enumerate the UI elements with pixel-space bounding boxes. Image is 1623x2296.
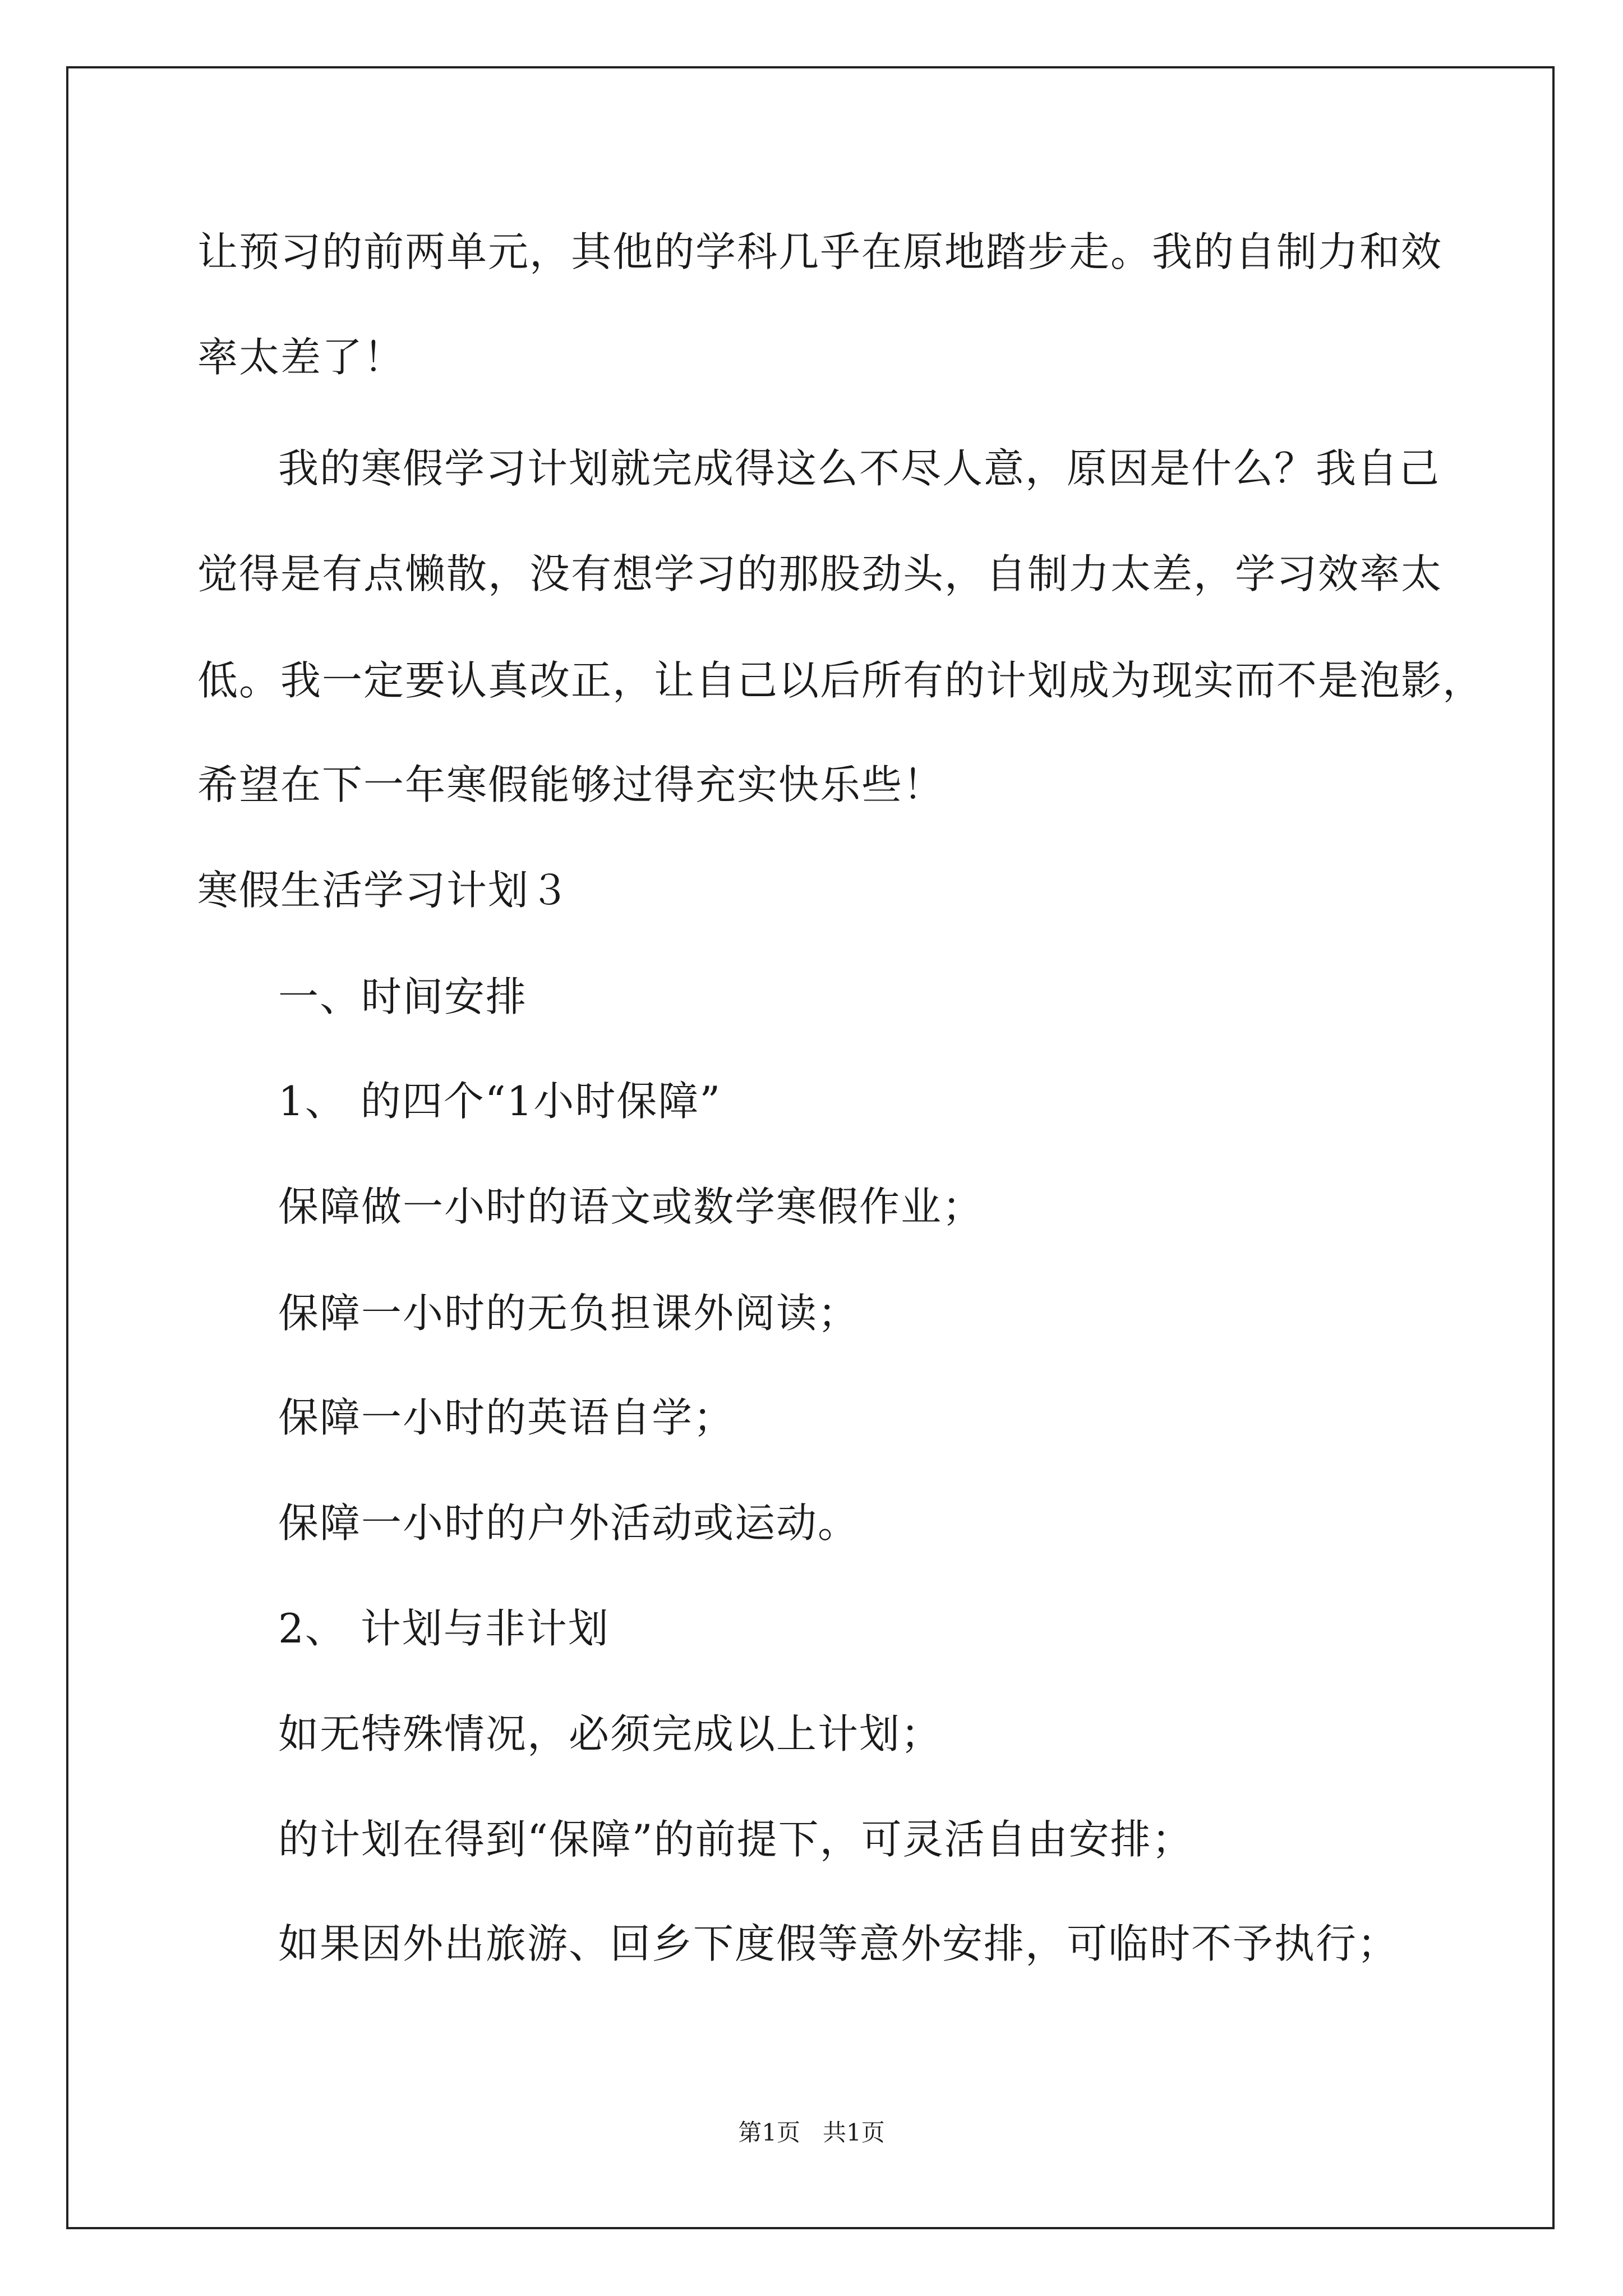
text-line-8: 一、时间安排 bbox=[278, 973, 528, 1020]
text-line-3: 我的寒假学习计划就完成得这么不尽人意，原因是什么？我自己 bbox=[278, 445, 1441, 492]
text-line-1: 让预习的前两单元，其他的学科几乎在原地踏步走。我的自制力和效 bbox=[197, 228, 1443, 275]
text-line-12: 保障一小时的英语自学； bbox=[278, 1394, 735, 1441]
text-line-2: 率太差了！ bbox=[197, 334, 405, 381]
text-line-17: 如果因外出旅游、回乡下度假等意外安排，可临时不予执行； bbox=[278, 1920, 1399, 1967]
section-heading: 寒假生活学习计划３ bbox=[197, 867, 571, 914]
text-line-10: 保障做一小时的语文或数学寒假作业； bbox=[278, 1183, 984, 1230]
text-line-16: 的计划在得到“保障”的前提下，可灵活自由安排； bbox=[278, 1816, 1193, 1863]
page-frame bbox=[66, 66, 1555, 2229]
text-line-11: 保障一小时的无负担课外阅读； bbox=[278, 1290, 860, 1337]
text-line-4: 觉得是有点懒散，没有想学习的那股劲头，自制力太差，学习效率太 bbox=[197, 550, 1443, 597]
text-line-14: 2、 计划与非计划 bbox=[278, 1605, 610, 1652]
text-line-9: 1、 的四个“1小时保障” bbox=[278, 1078, 722, 1125]
text-line-5: 低。我一定要认真改正，让自己以后所有的计划成为现实而不是泡影， bbox=[197, 657, 1484, 704]
text-line-15: 如无特殊情况，必须完成以上计划； bbox=[278, 1710, 943, 1757]
text-line-13: 保障一小时的户外活动或运动。 bbox=[278, 1499, 860, 1547]
page-footer: 第1页 共1页 bbox=[738, 2119, 885, 2146]
text-line-6: 希望在下一年寒假能够过得充实快乐些！ bbox=[197, 761, 945, 808]
